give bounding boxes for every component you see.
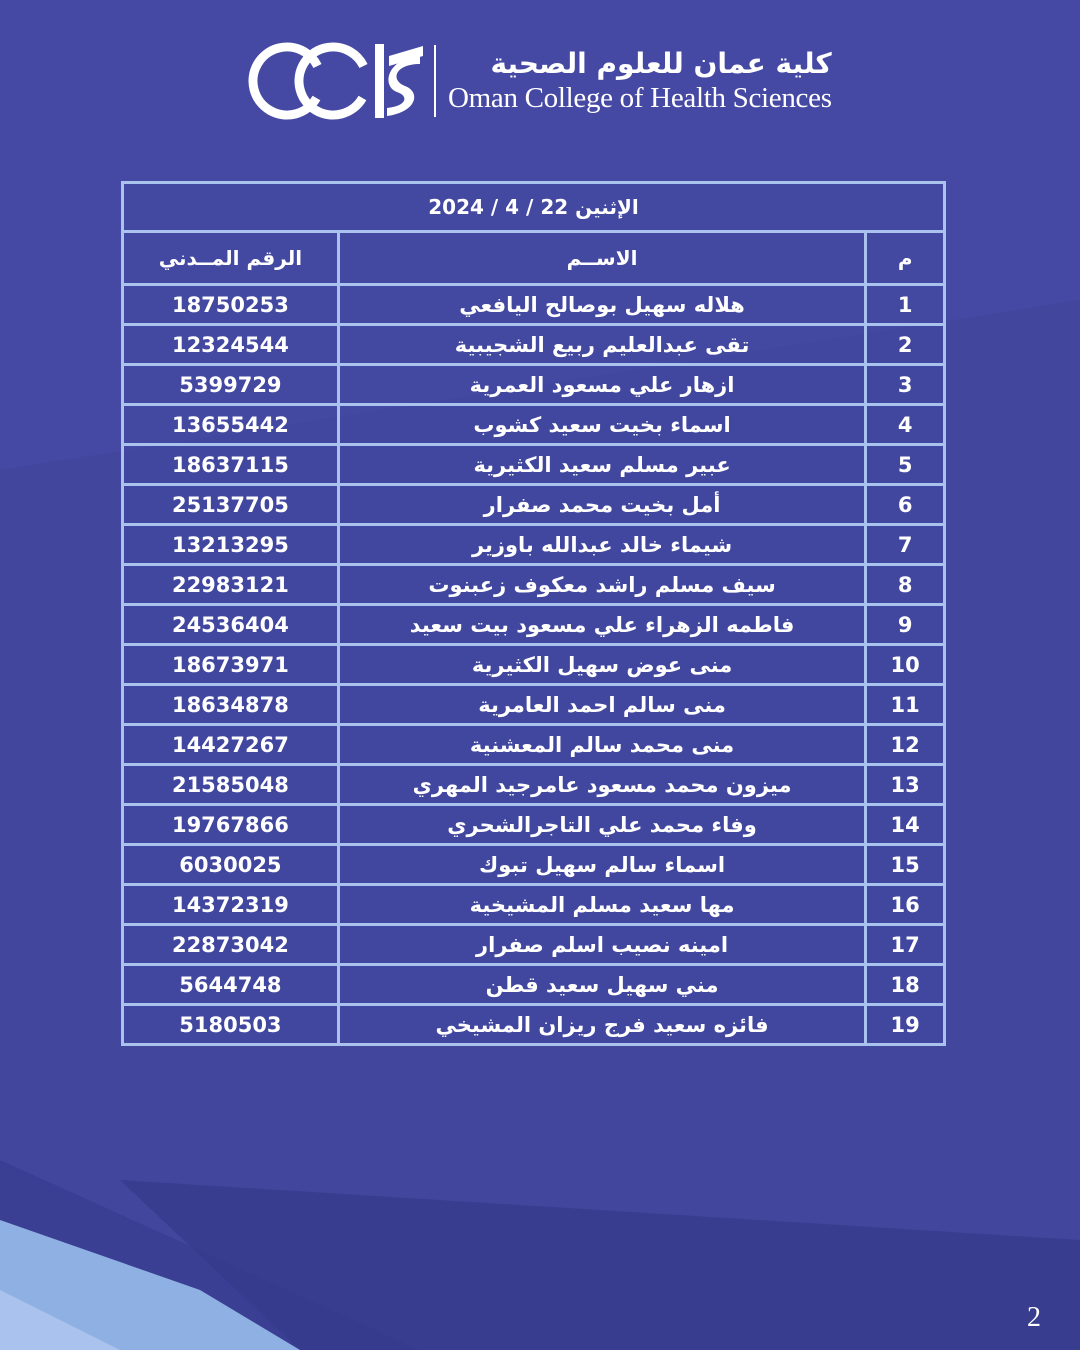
- name-cell: اسماء بخيت سعيد كشوب: [338, 405, 865, 445]
- number-cell: 10: [866, 645, 945, 685]
- name-cell: فاطمه الزهراء علي مسعود بيت سعيد: [338, 605, 865, 645]
- civil-id-cell: 22983121: [123, 565, 339, 605]
- college-name: [448, 47, 832, 115]
- name-cell: اسماء سالم سهيل تبوك: [338, 845, 865, 885]
- table-row: [123, 805, 945, 845]
- civil-id-cell: 5180503: [123, 1005, 339, 1045]
- name-cell: ميزون محمد مسعود عامرجيد المهري: [338, 765, 865, 805]
- civil-id-cell: 18673971: [123, 645, 339, 685]
- name-cell: عبير مسلم سعيد الكثيرية: [338, 445, 865, 485]
- table-row: [123, 965, 945, 1005]
- table-row: [123, 925, 945, 965]
- civil-id-cell: 5644748: [123, 965, 339, 1005]
- table-row: [123, 725, 945, 765]
- table-row: [123, 565, 945, 605]
- number-cell: 8: [866, 565, 945, 605]
- column-header-civil-id: الرقم المــدني: [123, 232, 339, 285]
- number-cell: 1: [866, 285, 945, 325]
- number-cell: 3: [866, 365, 945, 405]
- name-cell: فائزه سعيد فرج ريزان المشيخي: [338, 1005, 865, 1045]
- number-cell: 17: [866, 925, 945, 965]
- table-date-title: الإثنين 22 / 4 / 2024: [123, 183, 945, 232]
- table-row: [123, 445, 945, 485]
- name-cell: شيماء خالد عبدالله باوزير: [338, 525, 865, 565]
- table-body: [123, 285, 945, 1045]
- number-cell: 11: [866, 685, 945, 725]
- number-cell: 15: [866, 845, 945, 885]
- number-cell: 9: [866, 605, 945, 645]
- civil-id-cell: 5399729: [123, 365, 339, 405]
- students-table: [121, 181, 946, 1046]
- table-row: [123, 525, 945, 565]
- table-row: [123, 605, 945, 645]
- college-name-arabic: كلية عمان للعلوم الصحية: [490, 47, 832, 80]
- civil-id-cell: 18750253: [123, 285, 339, 325]
- civil-id-cell: 18637115: [123, 445, 339, 485]
- number-cell: 6: [866, 485, 945, 525]
- civil-id-cell: 19767866: [123, 805, 339, 845]
- table-row: [123, 765, 945, 805]
- table-row: [123, 405, 945, 445]
- name-cell: ازهار علي مسعود العمرية: [338, 365, 865, 405]
- table-row: [123, 365, 945, 405]
- number-cell: 5: [866, 445, 945, 485]
- page-number: 2: [1027, 1302, 1041, 1333]
- table-row: [123, 485, 945, 525]
- table-row: [123, 885, 945, 925]
- number-cell: 4: [866, 405, 945, 445]
- table-row: [123, 645, 945, 685]
- name-cell: مني سهيل سعيد قطن: [338, 965, 865, 1005]
- table-row: [123, 685, 945, 725]
- name-cell: منى سالم احمد العامرية: [338, 685, 865, 725]
- name-cell: أمل بخيت محمد صفرار: [338, 485, 865, 525]
- table-row: [123, 845, 945, 885]
- civil-id-cell: 22873042: [123, 925, 339, 965]
- table-row: [123, 325, 945, 365]
- column-header-name: الاســم: [338, 232, 865, 285]
- name-cell: منى عوض سهيل الكثيرية: [338, 645, 865, 685]
- college-name-english: Oman College of Health Sciences: [448, 82, 832, 114]
- name-cell: هلاله سهيل بوصالح اليافعي: [338, 285, 865, 325]
- civil-id-cell: 6030025: [123, 845, 339, 885]
- table-row: [123, 285, 945, 325]
- civil-id-cell: 25137705: [123, 485, 339, 525]
- civil-id-cell: 12324544: [123, 325, 339, 365]
- column-header-number: م: [866, 232, 945, 285]
- name-cell: امينه نصيب اسلم صفرار: [338, 925, 865, 965]
- civil-id-cell: 13655442: [123, 405, 339, 445]
- name-cell: وفاء محمد علي التاجرالشحري: [338, 805, 865, 845]
- number-cell: 19: [866, 1005, 945, 1045]
- civil-id-cell: 24536404: [123, 605, 339, 645]
- civil-id-cell: 14372319: [123, 885, 339, 925]
- number-cell: 16: [866, 885, 945, 925]
- civil-id-cell: 21585048: [123, 765, 339, 805]
- logo-divider: [434, 45, 436, 117]
- number-cell: 18: [866, 965, 945, 1005]
- number-cell: 7: [866, 525, 945, 565]
- name-cell: مها سعيد مسلم المشيخية: [338, 885, 865, 925]
- name-cell: تقى عبدالعليم ربيع الشجيبية: [338, 325, 865, 365]
- number-cell: 2: [866, 325, 945, 365]
- civil-id-cell: 13213295: [123, 525, 339, 565]
- name-cell: سيف مسلم راشد معكوف زعبنوت: [338, 565, 865, 605]
- number-cell: 12: [866, 725, 945, 765]
- table-row: [123, 1005, 945, 1045]
- civil-id-cell: 14427267: [123, 725, 339, 765]
- number-cell: 14: [866, 805, 945, 845]
- college-logo: [245, 36, 832, 126]
- number-cell: 13: [866, 765, 945, 805]
- name-cell: منى محمد سالم المعشنية: [338, 725, 865, 765]
- civil-id-cell: 18634878: [123, 685, 339, 725]
- college-logo-mark-icon: [245, 36, 430, 126]
